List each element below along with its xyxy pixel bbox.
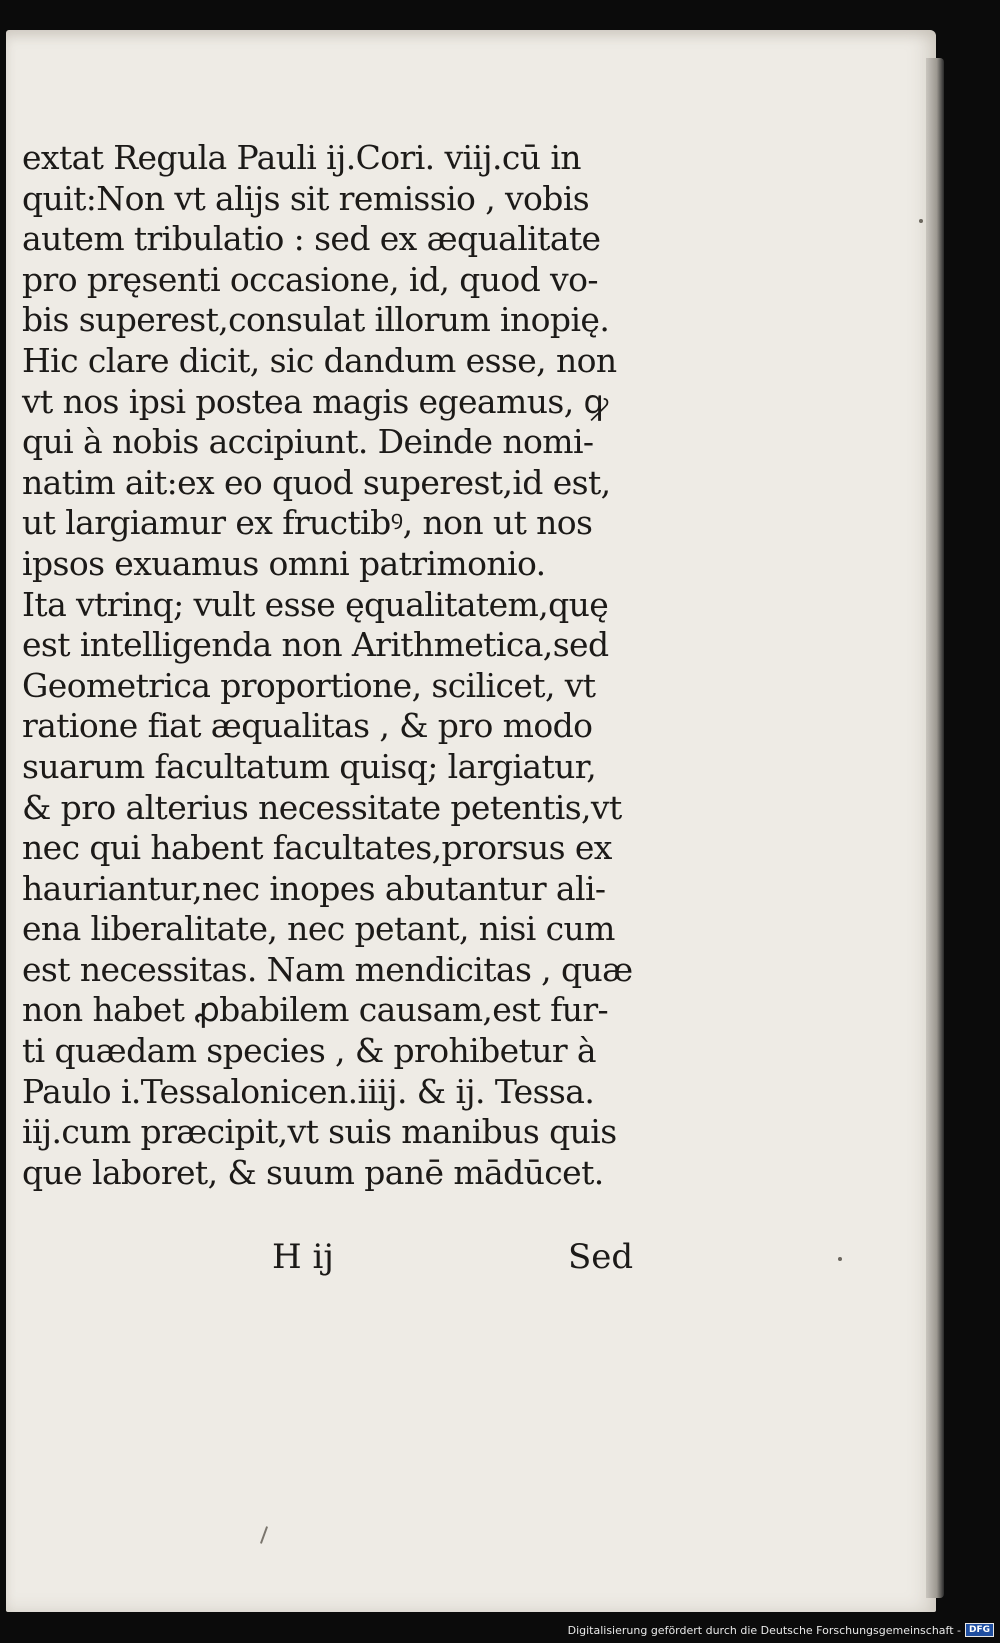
dfg-logo: DFG bbox=[965, 1623, 994, 1637]
text-line: Paulo i.Tessalonicen.iiij. & ij. Tessa. bbox=[22, 1071, 595, 1111]
text-line: & pro alterius necessitate petentis,vt bbox=[22, 787, 622, 827]
digitization-credit bbox=[568, 1623, 994, 1637]
page-edge bbox=[926, 58, 944, 1598]
text-line: est necessitas. Nam mendicitas , quæ bbox=[22, 949, 633, 989]
text-line: Ita vtrinq; vult esse ęqualitatem,quę bbox=[22, 584, 609, 624]
signature-mark: H ij bbox=[272, 1237, 334, 1277]
text-line: ratione fiat æqualitas , & pro modo bbox=[22, 706, 593, 746]
paper-speck bbox=[919, 219, 923, 223]
text-line: vt nos ipsi postea magis egeamus, ꝙ bbox=[22, 381, 608, 421]
text-line: natim ait:ex eo quod superest,id est, bbox=[22, 462, 611, 502]
text-line: ti quædam species , & prohibetur à bbox=[22, 1031, 596, 1071]
body-text bbox=[22, 138, 662, 1193]
text-line: est intelligenda non Arithmetica,sed bbox=[22, 625, 609, 665]
text-line: que laboret, & suum panē mādūcet. bbox=[22, 1152, 604, 1192]
text-line: nec qui habent facultates,prorsus ex bbox=[22, 828, 612, 868]
credit-text: Digitalisierung gefördert durch die Deutsche Forschungsgemeinschaft - bbox=[567, 1623, 961, 1637]
text-line: iij.cum præcipit,vt suis manibus quis bbox=[22, 1112, 617, 1152]
text-line: Hic clare dicit, sic dandum esse, non bbox=[22, 340, 617, 380]
text-line: Geometrica proportione, scilicet, vt bbox=[22, 665, 596, 705]
text-line: ena liberalitate, nec petant, nisi cum bbox=[22, 909, 615, 949]
text-line: qui à nobis accipiunt. Deinde nomi‑ bbox=[22, 422, 594, 462]
text-line: ut largiamur ex fructibꝰ, non ut nos bbox=[22, 503, 593, 543]
paper-speck bbox=[838, 1257, 842, 1261]
text-line: bis superest,consulat illorum inopię. bbox=[22, 300, 610, 340]
text-line: extat Regula Pauli ij.Cori. viij.cū in bbox=[22, 138, 581, 177]
text-line: autem tribulatio : sed ex æqualitate bbox=[22, 219, 601, 259]
text-line: non habet ꝓbabilem causam,est fur‑ bbox=[22, 990, 609, 1030]
text-line: ipsos exuamus omni patrimonio. bbox=[22, 543, 546, 583]
text-line: suarum facultatum quisq; largiatur, bbox=[22, 746, 597, 786]
text-line: pro pręsenti occasione, id, quod vo‑ bbox=[22, 259, 598, 299]
text-line: quit:Non vt alijs sit remissio , vobis bbox=[22, 178, 590, 218]
catchword: Sed bbox=[568, 1237, 634, 1277]
text-line: hauriantur,nec inopes abutantur ali‑ bbox=[22, 868, 606, 908]
